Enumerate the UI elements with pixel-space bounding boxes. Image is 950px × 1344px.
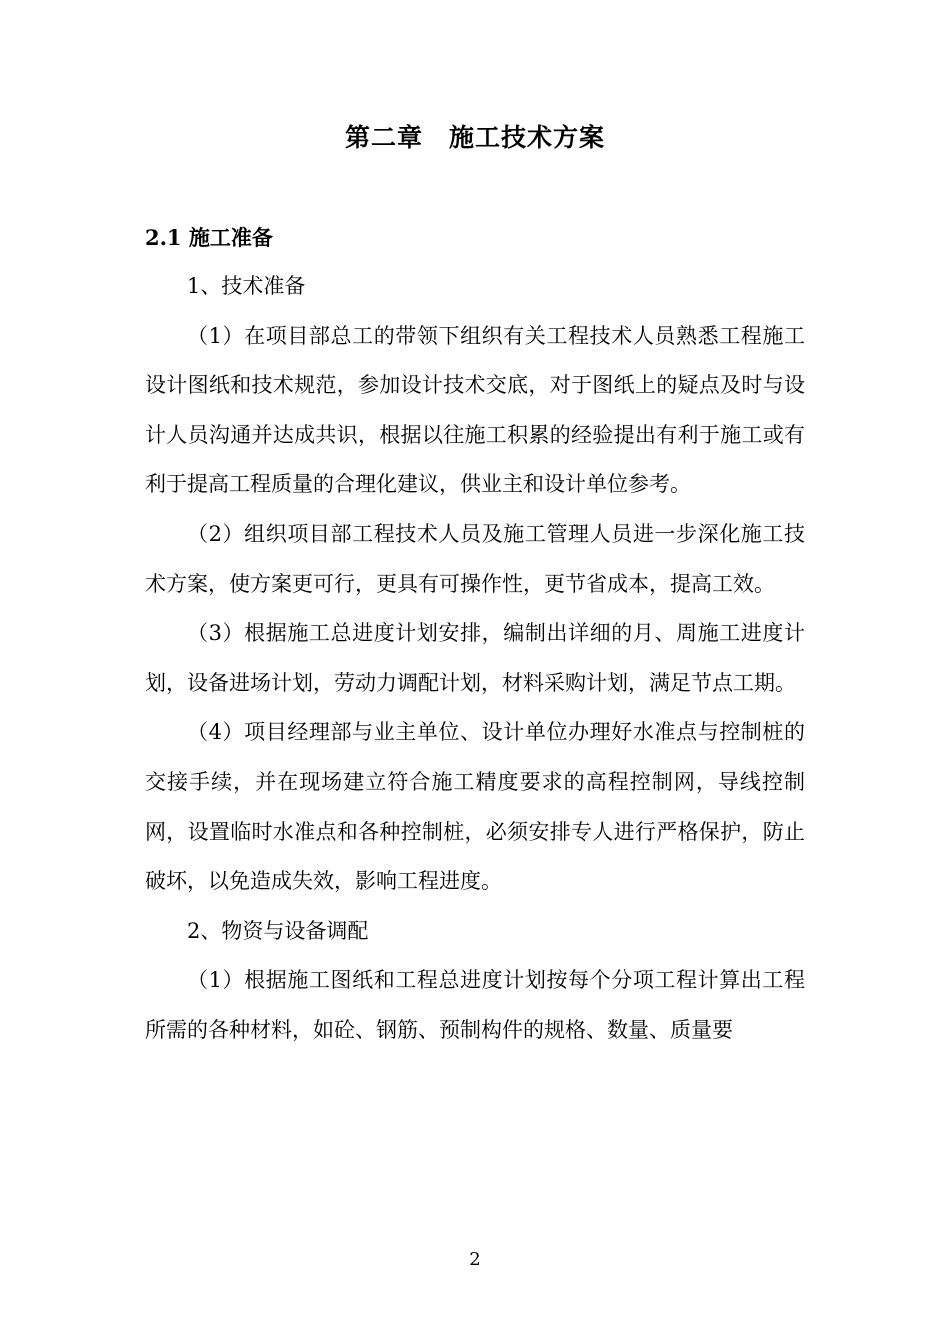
paragraph: （2）组织项目部工程技术人员及施工管理人员进一步深化施工技术方案，使方案更可行，更具有可操作性，更节省成本，提高工效。: [145, 521, 805, 596]
section-heading: 2.1 施工准备: [145, 225, 273, 250]
chapter-title: 第二章 施工技术方案: [344, 123, 605, 152]
paragraph: （1）在项目部总工的带领下组织有关工程技术人员熟悉工程施工设计图纸和技术规范，参加设计技术交底，对于图纸上的疑点及时与设计人员沟通并达成共识，根据以往施工积累的经验提出有利于施工或有利于提高工程质量的合理化建议，供业主和设计单位参考。: [145, 323, 805, 497]
paragraph: （3）根据施工总进度计划安排，编制出详细的月、周施工进度计划，设备进场计划，劳动力调配计划，材料采购计划，满足节点工期。: [145, 621, 805, 695]
subsection-heading-tech-prep: 1、技术准备: [187, 274, 306, 298]
subsection-heading-materials: 2、物资与设备调配: [187, 918, 369, 943]
body-text: [145, 262, 805, 1056]
paragraph: （4）项目经理部与业主单位、设计单位办理好水准点与控制桩的交接手续，并在现场建立符合施工精度要求的高程控制网，导线控制网，设置临时水准点和各种控制桩，必须安排专人进行严格保护，防止破坏，以免造成失效，影响工程进度。: [145, 720, 805, 894]
page-number: 2: [469, 1249, 481, 1270]
paragraph: （1）根据施工图纸和工程总进度计划按每个分项工程计算出工程所需的各种材料，如砼、钢筋、预制构件的规格、数量、质量要: [145, 968, 805, 1042]
